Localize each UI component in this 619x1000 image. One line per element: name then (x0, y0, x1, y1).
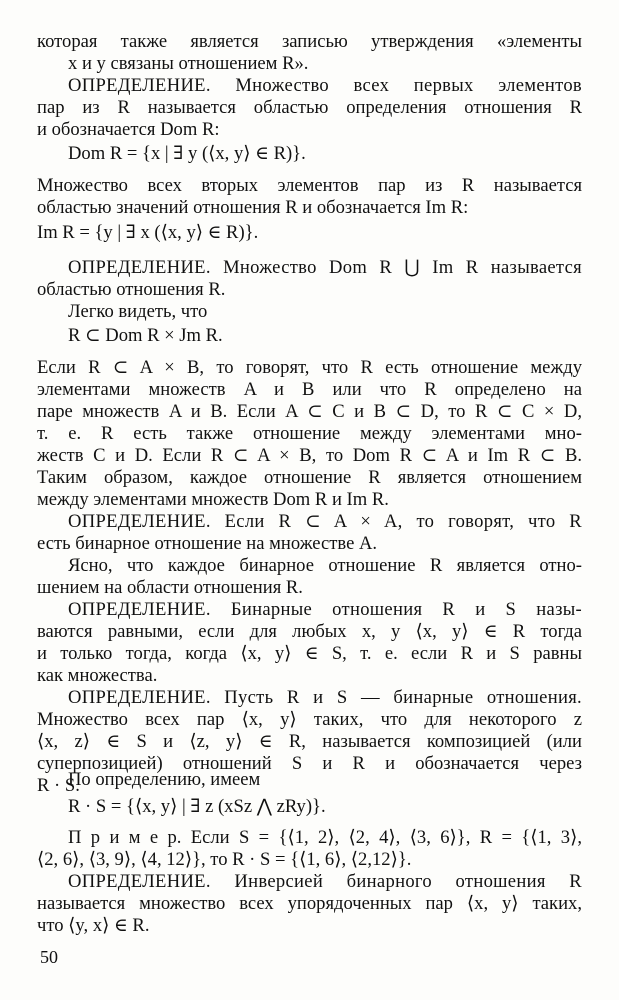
text-line: пар из R называется областью определения отношения R (37, 97, 582, 118)
text-line: R · S. (37, 775, 80, 796)
formula: R ⊂ Dom R × Jm R. (68, 325, 223, 346)
text-line: Легко видеть, что (68, 301, 208, 322)
text-line: областью значений отношения R и обозначается Im R: (37, 197, 469, 218)
text-line: x и y связаны отношением R». (68, 53, 309, 74)
text-line: ⟨2, 6⟩, ⟨3, 9⟩, ⟨4, 12⟩}, то R · S = {⟨1, 6⟩, ⟨2,12⟩}. (37, 849, 412, 870)
definition-line: ОПРЕДЕЛЕНИЕ. Бинарные отношения R и S назы- (68, 599, 582, 620)
text-line: как множества. (37, 665, 158, 686)
text-line: Ясно, что каждое бинарное отношение R является отно- (68, 555, 582, 576)
text-line: есть бинарное отношение на множестве A. (37, 533, 378, 554)
page-number: 50 (40, 947, 58, 967)
text-line: По определению, имеем (68, 769, 261, 790)
text-line: и только тогда, когда ⟨x, y⟩ ∈ S, т. е. если R и S равны (37, 643, 582, 664)
text-line: ваются равными, если для любых x, y ⟨x, y⟩ ∈ R тогда (37, 621, 582, 642)
text-line: шением на области отношения R. (37, 577, 303, 598)
definition-line: ОПРЕДЕЛЕНИЕ. Инверсией бинарного отношения R (68, 871, 582, 892)
formula: R · S = {⟨x, y⟩ | ∃ z (xSz ⋀ zRy)}. (68, 796, 326, 817)
formula: Dom R = {x | ∃ y (⟨x, y⟩ ∈ R)}. (68, 143, 306, 164)
example-line: П р и м е р. Если S = {⟨1, 2⟩, ⟨2, 4⟩, ⟨3, 6⟩}, R = {⟨1, 3⟩, (68, 827, 582, 848)
text-line: что ⟨y, x⟩ ∈ R. (37, 915, 150, 936)
text-line: т. е. R есть также отношение между элементами мно- (37, 423, 582, 444)
text-line: жеств C и D. Если R ⊂ A × B, то Dom R ⊂ A и Im R ⊂ B. (37, 445, 582, 466)
text-line: паре множеств A и B. Если A ⊂ C и B ⊂ D, то R ⊂ C × D, (37, 401, 582, 422)
text-line: и обозначается Dom R: (37, 119, 220, 140)
definition-line: ОПРЕДЕЛЕНИЕ. Множество всех первых элементов (68, 75, 582, 96)
text-line: суперпозицией) отношений S и R и обозначается через (37, 753, 582, 774)
text-line: элементами множеств A и B или что R определено на (37, 379, 582, 400)
text-line: Множество всех пар ⟨x, y⟩ таких, что для некоторого z (37, 709, 582, 730)
definition-line: ОПРЕДЕЛЕНИЕ. Множество Dom R ⋃ Im R называется (68, 257, 582, 278)
text-line: которая также является записью утверждения «элементы (37, 31, 582, 52)
definition-line: ОПРЕДЕЛЕНИЕ. Если R ⊂ A × A, то говорят, что R (68, 511, 582, 532)
text-line: ⟨x, z⟩ ∈ S и ⟨z, y⟩ ∈ R, называется композицией (или (37, 731, 582, 752)
text-line: областью отношения R. (37, 279, 226, 300)
definition-line: ОПРЕДЕЛЕНИЕ. Пусть R и S — бинарные отношения. (68, 687, 582, 708)
formula: Im R = {y | ∃ x (⟨x, y⟩ ∈ R)}. (37, 222, 259, 243)
text-line: называется множество всех упорядоченных пар ⟨x, y⟩ таких, (37, 893, 582, 914)
text-line: Если R ⊂ A × B, то говорят, что R есть отношение между (37, 357, 582, 378)
text-line: Множество всех вторых элементов пар из R называется (37, 175, 582, 196)
text-line: Таким образом, каждое отношение R является отношением (37, 467, 582, 488)
text-line: между элементами множеств Dom R и Im R. (37, 489, 389, 510)
